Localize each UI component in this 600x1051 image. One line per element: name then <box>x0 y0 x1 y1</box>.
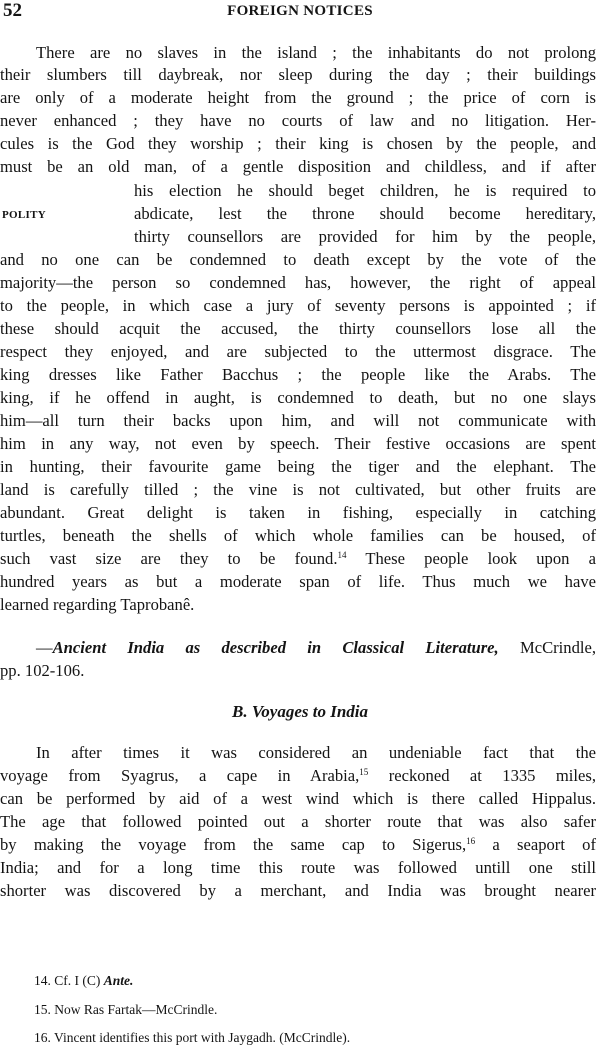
text-line: these should acquit the accused, the thirty counsellors lose all the <box>0 319 596 338</box>
text-line: In after times it was considered an undeniable fact that the <box>36 743 596 762</box>
text-line: their slumbers till daybreak, nor sleep during the day ; their buildings <box>0 65 596 84</box>
margin-note: POLITY <box>2 209 46 221</box>
text-line: shorter was discovered by a merchant, and India was brought nearer <box>0 881 596 900</box>
text: reckoned at 1335 miles, <box>368 766 596 785</box>
text: These people look upon a <box>346 549 596 568</box>
text-line: his election he should beget children, he is required to <box>134 181 596 200</box>
text-line: must be an old man, of a gentle disposition and childless, and if after <box>0 157 596 176</box>
text: — <box>36 638 53 657</box>
text-line: are only of a moderate height from the ground ; the price of corn is <box>0 88 596 107</box>
text-line: pp. 102-106. <box>0 661 85 680</box>
text-line <box>0 765 596 787</box>
text: Ante. <box>103 973 134 988</box>
footnote-ref: 16 <box>466 836 476 846</box>
footnote: 16. Vincent identifies this port with Jaygadh. (McCrindle). <box>34 1030 351 1045</box>
text-line: abundant. Great delight is taken in fishing, especially in catching <box>0 503 596 522</box>
text-line <box>0 834 596 856</box>
text-line: to the people, in which case a jury of seventy persons is appointed ; if <box>0 296 596 315</box>
text: such vast size are they to be found. <box>0 549 338 568</box>
text-line: turtles, beneath the shells of which whole families can be housed, of <box>0 526 596 545</box>
text-line: and no one can be condemned to death except by the vote of the <box>0 250 596 269</box>
text-line: king, if he offend in aught, is condemned to death, but no one slays <box>0 388 596 407</box>
text: McCrindle, <box>498 638 596 657</box>
text-line: thirty counsellors are provided for him by the people, <box>134 227 596 246</box>
footnote-ref: 15 <box>359 767 369 777</box>
running-title: FOREIGN NOTICES <box>227 3 373 19</box>
text-line: land is carefully tilled ; the vine is not cultivated, but other fruits are <box>0 480 596 499</box>
text-line: him—all turn their backs upon him, and will not communicate with <box>0 411 596 430</box>
text-line: king dresses like Father Bacchus ; the people like the Arabs. The <box>0 365 596 384</box>
text-line: him in any way, not even by speech. Their festive occasions are spent <box>0 434 596 453</box>
text-line: majority—the person so condemned has, however, the right of appeal <box>0 273 596 292</box>
text-line: learned regarding Taprobanê. <box>0 595 195 614</box>
text-line: India; and for a long time this route was followed untill one still <box>0 858 596 877</box>
text-line: never enhanced ; they have no courts of law and no litigation. Her- <box>0 111 596 130</box>
text-line: cules is the God they worship ; their king is chosen by the people, and <box>0 134 596 153</box>
text-line: hundred years as but a moderate span of life. Thus much we have <box>0 572 596 591</box>
section-heading: B. Voyages to India <box>231 702 369 721</box>
text-line <box>36 637 596 659</box>
text-line <box>0 548 596 570</box>
text: voyage from Syagrus, a cape in Arabia, <box>0 766 360 785</box>
text-line: respect they enjoyed, and are subjected to the uttermost disgrace. The <box>0 342 596 361</box>
text-line: can be performed by aid of a west wind which is there called Hippalus. <box>0 789 596 808</box>
text-line: The age that followed pointed out a shorter route that was also safer <box>0 812 596 831</box>
footnote: 15. Now Ras Fartak—McCrindle. <box>34 1002 218 1017</box>
text-line: abdicate, lest the throne should become hereditary, <box>134 204 596 223</box>
footnote <box>34 972 133 990</box>
text: by making the voyage from the same cap to Sigerus, <box>0 835 467 854</box>
text: 14. Cf. I (C) <box>34 973 104 988</box>
text: a seaport of <box>475 835 596 854</box>
footnote-ref: 14 <box>337 550 347 560</box>
text-line: There are no slaves in the island ; the inhabitants do not prolong <box>36 43 596 62</box>
page-number: 52 <box>3 0 22 21</box>
text-line: in hunting, their favourite game being the tiger and the elephant. The <box>0 457 596 476</box>
source-title: Ancient India as described in Classical Literature, <box>52 638 499 657</box>
